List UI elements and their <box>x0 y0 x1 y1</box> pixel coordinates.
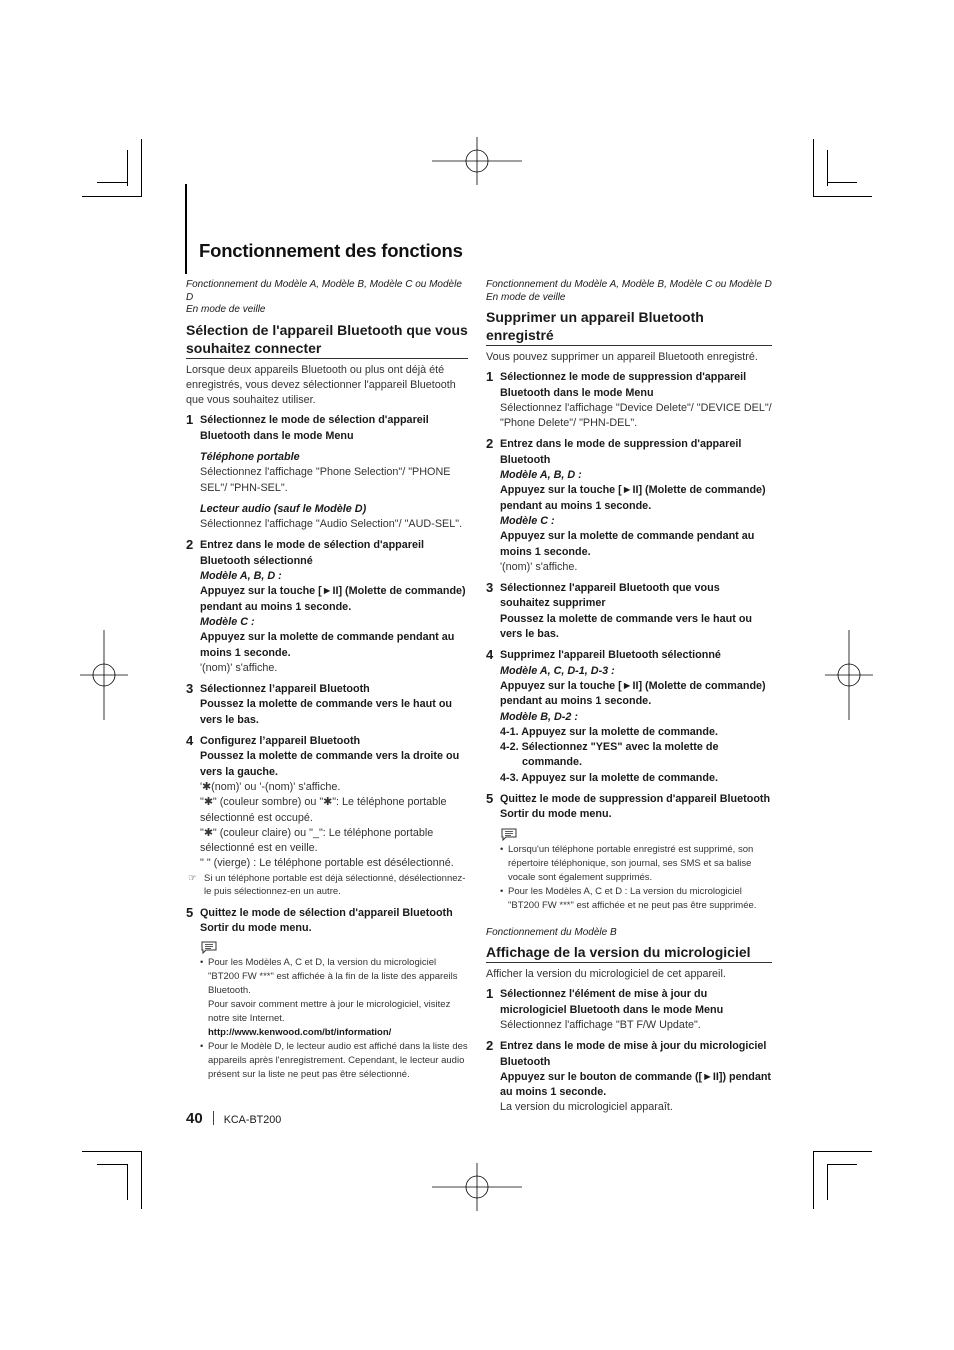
section-heading: Supprimer un appareil Bluetooth enregistré <box>486 308 772 346</box>
step-title: Entrez dans le mode de sélection d'appareil Bluetooth sélectionné <box>200 539 424 567</box>
pointing-hand-icon: ☞ <box>188 872 197 884</box>
model-label: Modèle A, C, D-1, D-3 : <box>500 664 615 677</box>
registration-mark-right-icon <box>825 628 875 722</box>
step-text: Sélectionnez l'affichage "BT F/W Update". <box>500 1019 701 1031</box>
step-title: Sélectionnez l'appareil Bluetooth que vous souhaitez supprimer <box>500 582 720 610</box>
step-1 <box>486 370 772 431</box>
step-number: 1 <box>486 369 494 385</box>
section-intro: Lorsque deux appareils Bluetooth ou plus ont déjà été enregistrés, vous devez sélectionner l'appareil Bluetooth que vous souhaitez utiliser. <box>186 363 456 407</box>
step-title: Entrez dans le mode de mise à jour du micrologiciel Bluetooth <box>500 1040 767 1068</box>
step-text: Sélectionnez l'affichage "Audio Selection"/ "AUD-SEL". <box>200 518 463 531</box>
step-5 <box>486 792 772 823</box>
step-text: Poussez la molette de commande vers le haut ou vers le bas. <box>500 612 753 641</box>
step-number: 1 <box>486 986 494 1002</box>
step-text: Appuyez sur la touche [►II] (Molette de commande) pendant au moins 1 seconde. <box>200 585 466 613</box>
registration-mark-top-icon <box>430 137 524 187</box>
step-5 <box>186 906 468 937</box>
memo-block <box>500 827 772 913</box>
step-title: Sélectionnez l'élément de mise à jour du micrologiciel Bluetooth dans le mode Menu <box>500 988 724 1016</box>
step-text: Sortir du mode menu. <box>500 808 612 821</box>
notes-list <box>500 843 772 913</box>
step-text: La version du micrologiciel apparaît. <box>500 1101 673 1114</box>
model-label: Modèle C : <box>200 615 255 628</box>
page-number: 40 <box>186 1110 203 1127</box>
model-label: Modèle A, B, D : <box>200 570 282 583</box>
memo-block <box>200 940 468 1082</box>
step-text: Poussez la molette de commande vers la droite ou vers la gauche. <box>200 750 460 778</box>
section-intro: Vous pouvez supprimer un appareil Bluetooth enregistré. <box>486 351 758 363</box>
step-text: "✱" (couleur claire) ou "_": Le téléphone portable sélectionné est en veille. <box>200 826 434 855</box>
step-number: 4 <box>186 733 194 749</box>
registration-mark-left-icon <box>80 628 130 722</box>
model-label: Modèle B, D-2 : <box>500 710 578 723</box>
website-link[interactable]: http://www.kenwood.com/bt/information/ <box>208 1027 392 1039</box>
step-number: 2 <box>186 537 194 553</box>
step-text: '(nom)' s'affiche. <box>500 560 578 573</box>
step-text: '(nom)' s'affiche. <box>200 661 278 674</box>
note-item: • Pour le Modèle D, le lecteur audio est affiché dans la liste des appareils après l'enregistrement. Cependant, le lecteur audio présent sur la liste ne peut pas être sélectionné. <box>200 1040 468 1082</box>
step-number: 3 <box>186 681 194 697</box>
step-text: Poussez la molette de commande vers le haut ou vers le bas. <box>200 698 453 726</box>
notes-list <box>200 956 468 1082</box>
step-title: Sélectionnez l’appareil Bluetooth <box>200 683 370 696</box>
context-line: Fonctionnement du Modèle A, Modèle B, Modèle C ou Modèle D <box>486 279 772 290</box>
note-item: • Pour les Modèles A, C et D, la version du micrologiciel "BT200 FW ***" est affichée à la fin de la liste des appareils Bluetooth. <box>200 956 468 998</box>
step-3 <box>486 581 772 642</box>
step-text: Appuyez sur la touche [►II] (Molette de commande) pendant au moins 1 seconde. <box>500 484 766 512</box>
fw-step-2 <box>486 1039 772 1115</box>
context-line: Fonctionnement du Modèle B <box>486 926 617 938</box>
header-bar <box>185 184 187 274</box>
right-column <box>486 279 772 1116</box>
step-text: Appuyez sur la molette de commande pendant au moins 1 seconde. <box>500 530 755 558</box>
inline-note <box>186 872 468 898</box>
step-1 <box>186 413 468 532</box>
sub-step: 4-2. Sélectionnez "YES" avec la molette de commande. <box>500 741 719 769</box>
step-text: '✱(nom)' ou '-(nom)' s'affiche. <box>200 780 341 793</box>
step-number: 3 <box>486 580 494 596</box>
sub-step: 4-1. Appuyez sur la molette de commande. <box>500 725 718 738</box>
memo-note-icon <box>500 827 518 841</box>
step-2 <box>486 437 772 575</box>
note-item: Pour savoir comment mettre à jour le micrologiciel, visitez notre site Internet. <box>208 999 451 1025</box>
memo-note-icon <box>200 940 218 954</box>
step-text: Sélectionnez l'affichage "Device Delete"/ "DEVICE DEL"/ "Phone Delete"/ "PHN-DEL". <box>500 401 772 430</box>
left-column <box>186 279 468 1082</box>
step-title: Supprimez l'appareil Bluetooth sélectionné <box>500 649 721 662</box>
step-number: 1 <box>186 412 194 428</box>
step-title: Quittez le mode de sélection d'appareil Bluetooth <box>200 906 453 919</box>
step-number: 4 <box>486 647 494 663</box>
step-title: Sélectionnez le mode de sélection d'appareil Bluetooth dans le mode Menu <box>200 414 429 442</box>
step-number: 5 <box>186 904 194 920</box>
model-label: Modèle A, B, D : <box>500 469 582 482</box>
registration-mark-bottom-icon <box>430 1163 524 1213</box>
step-text: " " (vierge) : Le téléphone portable est désélectionné. <box>200 857 454 870</box>
step-number: 2 <box>486 1038 494 1054</box>
model-label: Modèle C : <box>500 514 555 527</box>
step-text: Appuyez sur la touche [►II] (Molette de commande) pendant au moins 1 seconde. <box>500 679 766 708</box>
step-text: Appuyez sur le bouton de commande ([►II]) pendant au moins 1 seconde. <box>500 1070 772 1099</box>
sub-step: 4-3. Appuyez sur la molette de commande. <box>500 771 718 784</box>
step-2 <box>186 538 468 676</box>
section-heading: Affichage de la version du micrologiciel <box>486 943 772 963</box>
step-number: 5 <box>486 791 494 807</box>
note-item: • Pour les Modèles A, C et D : La version du micrologiciel "BT200 FW ***" est affichée et ne peut pas être supprimée. <box>500 885 772 913</box>
page-title: Fonctionnement des fonctions <box>199 240 463 261</box>
footer-divider <box>213 1111 214 1125</box>
sub-heading: Téléphone portable <box>200 450 300 463</box>
context-line: En mode de veille <box>186 304 266 315</box>
sub-heading: Lecteur audio (sauf le Modèle D) <box>200 502 367 515</box>
step-text: Sélectionnez l'affichage "Phone Selection"/ "PHONE SEL"/ "PHN-SEL". <box>200 466 451 494</box>
step-4 <box>186 734 468 898</box>
step-text: Appuyez sur la molette de commande pendant au moins 1 seconde. <box>200 631 455 659</box>
step-title: Entrez dans le mode de suppression d'appareil Bluetooth <box>500 438 742 466</box>
model-name: KCA-BT200 <box>223 1114 282 1126</box>
section-intro: Afficher la version du micrologiciel de cet appareil. <box>486 968 726 981</box>
step-title: Quittez le mode de suppression d'appareil Bluetooth <box>500 793 771 806</box>
fw-step-1 <box>486 987 772 1033</box>
context-line: Fonctionnement du Modèle A, Modèle B, Modèle C ou Modèle D <box>186 279 462 303</box>
page-footer <box>186 1110 281 1127</box>
step-text: "✱" (couleur sombre) ou "✱": Le téléphone portable sélectionné est occupé. <box>200 796 447 824</box>
note-item: • Lorsqu'un téléphone portable enregistré est supprimé, son répertoire téléphonique, son journal, ses SMS et sa balise vocale sont également supprimés. <box>500 843 772 885</box>
step-number: 2 <box>486 436 494 452</box>
note-text: Si un téléphone portable est déjà sélectionné, désélectionnez-le puis sélectionnez-en un autre. <box>204 872 466 897</box>
step-4 <box>486 648 772 786</box>
step-text: Sortir du mode menu. <box>200 922 312 934</box>
step-title: Sélectionnez le mode de suppression d'appareil Bluetooth dans le mode Menu <box>500 371 747 399</box>
section-heading: Sélection de l'appareil Bluetooth que vous souhaitez connecter <box>186 321 468 359</box>
context-line: En mode de veille <box>486 291 566 303</box>
step-title: Configurez l’appareil Bluetooth <box>200 735 361 748</box>
step-3 <box>186 682 468 728</box>
